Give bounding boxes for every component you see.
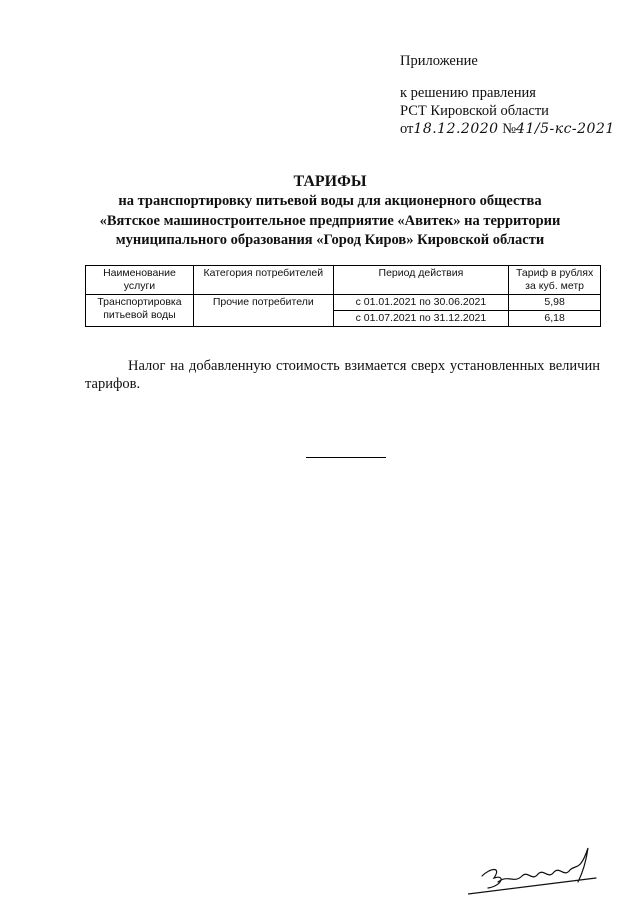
header-category: Категория потребителей	[193, 266, 333, 295]
subtitle-line-3: муниципального образования «Город Киров» Кировской области	[115, 232, 545, 248]
header-tariff: Тариф в рублях за куб. метр	[509, 266, 601, 295]
subtitle-line-1: на транспортировку питьевой воды для акционерного общества	[118, 193, 542, 209]
cell-category: Прочие потребители	[193, 295, 333, 327]
cell-tariff: 6,18	[509, 311, 601, 327]
handwritten-number: 41/5-кс-2021	[516, 121, 615, 137]
cell-service: Транспортировка питьевой воды	[86, 295, 194, 327]
appendix-date-line	[400, 120, 615, 138]
appendix-label: Приложение	[400, 53, 478, 69]
tariff-table	[85, 265, 601, 327]
header-period: Период действия	[333, 266, 509, 295]
appendix-authority: РСТ Кировской области	[400, 103, 549, 119]
spacer	[400, 70, 615, 84]
subtitle-line-2: «Вятское машиностроительное предприятие «Авитек» на территории	[99, 212, 561, 229]
title-block	[60, 172, 600, 251]
vat-note: Налог на добавленную стоимость взимается сверх установленных величин тарифов.	[85, 358, 600, 392]
cell-period: с 01.01.2021 по 30.06.2021	[333, 295, 509, 311]
number-prefix: №	[502, 121, 517, 137]
divider-line	[306, 457, 386, 458]
table-header-row	[86, 266, 601, 295]
date-prefix: от	[400, 121, 414, 137]
document-title: ТАРИФЫ	[293, 173, 367, 190]
table-row	[86, 295, 601, 311]
appendix-block	[400, 52, 615, 138]
handwritten-date: 18.12.2020	[413, 121, 499, 137]
appendix-decision: к решению правления	[400, 85, 536, 101]
cell-period: с 01.07.2021 по 31.12.2021	[333, 311, 509, 327]
handwritten-signature	[468, 838, 608, 898]
header-service: Наименование услуги	[86, 266, 194, 295]
cell-tariff: 5,98	[509, 295, 601, 311]
